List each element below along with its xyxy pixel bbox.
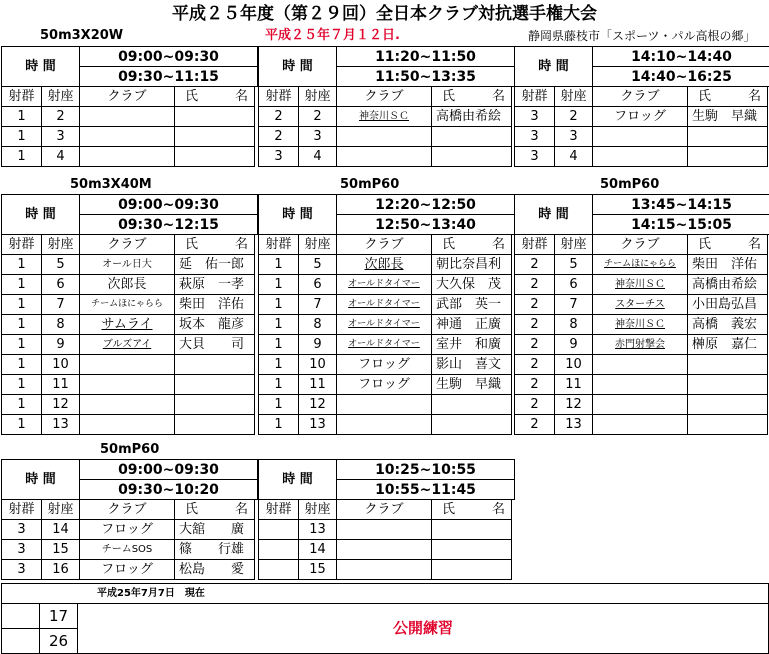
row-name: 影山 喜文 bbox=[431, 354, 512, 375]
row-gun: 1 bbox=[1, 254, 42, 275]
row-name: 生駒 早織 bbox=[687, 106, 768, 127]
time-slot-2: 09:30~12:15 bbox=[79, 214, 258, 235]
row-name bbox=[687, 394, 768, 415]
row-za: 7 bbox=[298, 294, 337, 315]
row-gun: 2 bbox=[514, 414, 555, 435]
time-slot-1: 12:20~12:50 bbox=[336, 194, 515, 215]
time-slot-1: 11:20~11:50 bbox=[336, 46, 515, 67]
row-za: 13 bbox=[298, 414, 337, 435]
row-za: 7 bbox=[554, 294, 593, 315]
row-gun: 1 bbox=[1, 354, 42, 375]
row-gun: 1 bbox=[258, 394, 299, 415]
row-name: 神通 正廣 bbox=[431, 314, 512, 335]
header-za: 射座 bbox=[41, 86, 80, 107]
header-club: クラブ bbox=[592, 234, 688, 255]
event-label-bottom: 50mP60 bbox=[100, 442, 160, 457]
header-name-2: 名 bbox=[491, 502, 505, 517]
row-gun: 3 bbox=[1, 539, 42, 560]
row-club: 神奈川ＳＣ bbox=[592, 274, 688, 295]
header-name bbox=[174, 234, 255, 255]
row-gun: 3 bbox=[1, 519, 42, 540]
row-name: 柴田 洋佑 bbox=[687, 254, 768, 275]
row-za: 9 bbox=[298, 334, 337, 355]
header-gun: 射群 bbox=[514, 234, 555, 255]
time-slot-2: 10:55~11:45 bbox=[336, 479, 515, 500]
row-name: 榊原 嘉仁 bbox=[687, 334, 768, 355]
row-gun: 1 bbox=[258, 314, 299, 335]
header-name-2: 名 bbox=[491, 89, 505, 104]
row-za: 13 bbox=[298, 519, 337, 540]
header-za: 射座 bbox=[298, 499, 337, 520]
row-name: 萩原 一孝 bbox=[174, 274, 255, 295]
venue: 静岡県藤枝市「スポーツ・パル高根の郷」 bbox=[528, 29, 756, 43]
row-club: 次郎長 bbox=[336, 254, 432, 275]
header-club: クラブ bbox=[336, 234, 432, 255]
header-gun: 射群 bbox=[1, 234, 42, 255]
header-club: クラブ bbox=[79, 234, 175, 255]
row-club: 次郎長 bbox=[79, 274, 175, 295]
row-club: オールドタイマー bbox=[336, 274, 432, 295]
time-label: 時 間 bbox=[258, 46, 337, 87]
row-za: 13 bbox=[554, 414, 593, 435]
event-label-mid-0: 50m3X40M bbox=[70, 177, 152, 192]
row-club: ブルズアイ bbox=[79, 334, 175, 355]
row-club bbox=[592, 126, 688, 147]
row-club bbox=[336, 519, 432, 540]
row-name: 小田島弘昌 bbox=[687, 294, 768, 315]
header-club: クラブ bbox=[336, 499, 432, 520]
row-club bbox=[336, 414, 432, 435]
row-gun: 2 bbox=[514, 354, 555, 375]
row-name: 延 佑一郎 bbox=[174, 254, 255, 275]
lane-26: 26 bbox=[39, 628, 78, 654]
header-club: クラブ bbox=[79, 499, 175, 520]
row-name: 大久保 茂 bbox=[431, 274, 512, 295]
row-za: 4 bbox=[298, 146, 337, 167]
row-za: 5 bbox=[298, 254, 337, 275]
row-club: フロッグ bbox=[592, 106, 688, 127]
row-gun: 3 bbox=[514, 126, 555, 147]
row-club bbox=[592, 374, 688, 395]
blank-cell-1 bbox=[1, 603, 40, 629]
row-gun: 2 bbox=[514, 314, 555, 335]
row-za: 3 bbox=[41, 126, 80, 147]
lane-17: 17 bbox=[39, 603, 78, 629]
row-name: 高橋 義宏 bbox=[687, 314, 768, 335]
row-club bbox=[336, 559, 432, 580]
row-name bbox=[174, 146, 255, 167]
row-club bbox=[592, 146, 688, 167]
row-za: 12 bbox=[298, 394, 337, 415]
time-slot-1: 10:25~10:55 bbox=[336, 459, 515, 480]
time-slot-2: 14:15~15:05 bbox=[592, 214, 769, 235]
row-za: 3 bbox=[554, 126, 593, 147]
time-label: 時 間 bbox=[258, 194, 337, 235]
row-za: 14 bbox=[41, 519, 80, 540]
row-gun: 3 bbox=[1, 559, 42, 580]
time-slot-1: 09:00~09:30 bbox=[79, 46, 258, 67]
row-za: 10 bbox=[41, 354, 80, 375]
row-gun: 2 bbox=[514, 274, 555, 295]
row-gun: 1 bbox=[258, 334, 299, 355]
header-za: 射座 bbox=[298, 86, 337, 107]
time-label: 時 間 bbox=[1, 46, 80, 87]
header-name bbox=[431, 499, 512, 520]
header-name bbox=[687, 86, 768, 107]
page-title: 平成２５年度（第２９回）全日本クラブ対抗選手権大会 bbox=[172, 4, 597, 24]
time-label: 時 間 bbox=[1, 194, 80, 235]
row-gun: 3 bbox=[514, 106, 555, 127]
header-gun: 射群 bbox=[1, 86, 42, 107]
row-gun: 1 bbox=[1, 334, 42, 355]
time-slot-2: 09:30~11:15 bbox=[79, 66, 258, 87]
header-club: クラブ bbox=[592, 86, 688, 107]
header-name-2: 名 bbox=[234, 502, 248, 517]
header-name-1: 氏 bbox=[442, 89, 456, 104]
row-gun bbox=[258, 519, 299, 540]
row-name bbox=[174, 374, 255, 395]
row-name bbox=[174, 354, 255, 375]
header-name-2: 名 bbox=[234, 237, 248, 252]
row-name: 室井 和廣 bbox=[431, 334, 512, 355]
row-name bbox=[431, 394, 512, 415]
row-name: 朝比奈昌利 bbox=[431, 254, 512, 275]
header-za: 射座 bbox=[41, 234, 80, 255]
row-name bbox=[431, 146, 512, 167]
row-za: 5 bbox=[41, 254, 80, 275]
row-za: 10 bbox=[298, 354, 337, 375]
row-gun: 1 bbox=[1, 414, 42, 435]
row-za: 4 bbox=[554, 146, 593, 167]
row-za: 12 bbox=[41, 394, 80, 415]
row-name: 柴田 洋佑 bbox=[174, 294, 255, 315]
row-name bbox=[174, 106, 255, 127]
row-za: 6 bbox=[554, 274, 593, 295]
row-gun: 1 bbox=[1, 126, 42, 147]
row-club: スターチス bbox=[592, 294, 688, 315]
row-za: 11 bbox=[298, 374, 337, 395]
row-name: 武部 英一 bbox=[431, 294, 512, 315]
row-name: 大舘 廣 bbox=[174, 519, 255, 540]
row-name: 篠 行雄 bbox=[174, 539, 255, 560]
row-name bbox=[687, 354, 768, 375]
row-za: 8 bbox=[554, 314, 593, 335]
row-club bbox=[79, 126, 175, 147]
header-name-1: 氏 bbox=[442, 502, 456, 517]
header-name bbox=[174, 499, 255, 520]
time-slot-2: 11:50~13:35 bbox=[336, 66, 515, 87]
row-club bbox=[592, 414, 688, 435]
row-gun: 1 bbox=[258, 354, 299, 375]
row-gun: 2 bbox=[514, 394, 555, 415]
row-gun: 1 bbox=[258, 294, 299, 315]
row-za: 12 bbox=[554, 394, 593, 415]
row-gun bbox=[258, 539, 299, 560]
header-gun: 射群 bbox=[258, 234, 299, 255]
row-gun: 1 bbox=[258, 414, 299, 435]
row-club bbox=[336, 539, 432, 560]
row-club bbox=[336, 146, 432, 167]
header-name bbox=[687, 234, 768, 255]
row-za: 9 bbox=[41, 334, 80, 355]
time-slot-1: 13:45~14:15 bbox=[592, 194, 769, 215]
time-slot-1: 14:10~14:40 bbox=[592, 46, 769, 67]
row-club bbox=[592, 354, 688, 375]
row-gun: 1 bbox=[1, 294, 42, 315]
row-gun: 1 bbox=[1, 274, 42, 295]
row-gun bbox=[258, 559, 299, 580]
row-za: 11 bbox=[41, 374, 80, 395]
row-club: チームほにゃらら bbox=[79, 294, 175, 315]
row-za: 6 bbox=[41, 274, 80, 295]
header-name-1: 氏 bbox=[185, 89, 199, 104]
row-club bbox=[79, 146, 175, 167]
header-name bbox=[431, 234, 512, 255]
row-gun: 3 bbox=[514, 146, 555, 167]
row-gun: 3 bbox=[258, 146, 299, 167]
row-gun: 1 bbox=[258, 374, 299, 395]
row-name bbox=[174, 126, 255, 147]
header-club: クラブ bbox=[79, 86, 175, 107]
row-club: オールドタイマー bbox=[336, 294, 432, 315]
row-gun: 1 bbox=[1, 146, 42, 167]
row-za: 15 bbox=[41, 539, 80, 560]
row-club: サムライ bbox=[79, 314, 175, 335]
row-name bbox=[174, 394, 255, 415]
row-club bbox=[336, 126, 432, 147]
row-club: チームほにゃらら bbox=[592, 254, 688, 275]
header-name-1: 氏 bbox=[442, 237, 456, 252]
row-name bbox=[174, 414, 255, 435]
row-club: オール日大 bbox=[79, 254, 175, 275]
time-label: 時 間 bbox=[258, 459, 337, 500]
row-gun: 1 bbox=[1, 374, 42, 395]
header-za: 射座 bbox=[554, 86, 593, 107]
row-name: 坂本 龍彦 bbox=[174, 314, 255, 335]
row-gun: 1 bbox=[258, 274, 299, 295]
row-za: 2 bbox=[41, 106, 80, 127]
row-za: 10 bbox=[554, 354, 593, 375]
row-name bbox=[687, 146, 768, 167]
row-name bbox=[687, 126, 768, 147]
row-gun: 2 bbox=[514, 294, 555, 315]
header-name-2: 名 bbox=[491, 237, 505, 252]
row-za: 13 bbox=[41, 414, 80, 435]
status-line: 平成25年7月7日 現在 bbox=[1, 583, 769, 604]
row-name bbox=[687, 374, 768, 395]
header-gun: 射群 bbox=[1, 499, 42, 520]
event-label-mid-2: 50mP60 bbox=[600, 177, 660, 192]
row-name bbox=[431, 414, 512, 435]
row-name bbox=[431, 126, 512, 147]
header-name-2: 名 bbox=[747, 237, 761, 252]
row-club: フロッグ bbox=[336, 374, 432, 395]
header-name-1: 氏 bbox=[698, 237, 712, 252]
header-gun: 射群 bbox=[258, 499, 299, 520]
time-slot-2: 14:40~16:25 bbox=[592, 66, 769, 87]
event-label-mid-1: 50mP60 bbox=[340, 177, 400, 192]
header-gun: 射群 bbox=[258, 86, 299, 107]
time-slot-1: 09:00~09:30 bbox=[79, 194, 258, 215]
row-club: 赤門射撃会 bbox=[592, 334, 688, 355]
header-za: 射座 bbox=[554, 234, 593, 255]
row-za: 15 bbox=[298, 559, 337, 580]
row-name: 高橋由希絵 bbox=[431, 106, 512, 127]
time-slot-2: 12:50~13:40 bbox=[336, 214, 515, 235]
row-name: 松島 愛 bbox=[174, 559, 255, 580]
row-club bbox=[592, 394, 688, 415]
row-name bbox=[431, 539, 512, 560]
row-club: 神奈川ＳＣ bbox=[336, 106, 432, 127]
header-name bbox=[431, 86, 512, 107]
row-name: 生駒 早織 bbox=[431, 374, 512, 395]
header-name-2: 名 bbox=[747, 89, 761, 104]
row-club bbox=[79, 414, 175, 435]
header-club: クラブ bbox=[336, 86, 432, 107]
event-label-top: 50m3X20W bbox=[40, 28, 124, 43]
header-gun: 射群 bbox=[514, 86, 555, 107]
row-za: 2 bbox=[554, 106, 593, 127]
blank-cell-2 bbox=[1, 628, 40, 654]
row-za: 4 bbox=[41, 146, 80, 167]
row-name: 高橋由希絵 bbox=[687, 274, 768, 295]
row-gun: 2 bbox=[258, 126, 299, 147]
row-gun: 2 bbox=[258, 106, 299, 127]
row-club: フロッグ bbox=[79, 519, 175, 540]
row-za: 3 bbox=[298, 126, 337, 147]
row-club bbox=[79, 374, 175, 395]
header-name bbox=[174, 86, 255, 107]
row-gun: 2 bbox=[514, 334, 555, 355]
row-za: 5 bbox=[554, 254, 593, 275]
row-za: 2 bbox=[298, 106, 337, 127]
row-name bbox=[687, 414, 768, 435]
header-name-1: 氏 bbox=[698, 89, 712, 104]
row-club bbox=[79, 354, 175, 375]
event-date: 平成２５年７月１２日. bbox=[265, 28, 400, 43]
row-club: オールドタイマー bbox=[336, 334, 432, 355]
header-name-2: 名 bbox=[234, 89, 248, 104]
row-club: チームSOS bbox=[79, 539, 175, 560]
header-za: 射座 bbox=[298, 234, 337, 255]
row-za: 14 bbox=[298, 539, 337, 560]
public-practice: 公開練習 bbox=[77, 603, 769, 654]
header-name-1: 氏 bbox=[185, 502, 199, 517]
header-name-1: 氏 bbox=[185, 237, 199, 252]
row-za: 7 bbox=[41, 294, 80, 315]
row-gun: 2 bbox=[514, 254, 555, 275]
row-club: フロッグ bbox=[79, 559, 175, 580]
row-name bbox=[431, 519, 512, 540]
row-club bbox=[79, 394, 175, 415]
row-club: 神奈川ＳＣ bbox=[592, 314, 688, 335]
row-za: 6 bbox=[298, 274, 337, 295]
row-gun: 1 bbox=[1, 106, 42, 127]
row-club: オールドタイマー bbox=[336, 314, 432, 335]
row-gun: 2 bbox=[514, 374, 555, 395]
time-slot-1: 09:00~09:30 bbox=[79, 459, 258, 480]
row-za: 11 bbox=[554, 374, 593, 395]
row-name bbox=[431, 559, 512, 580]
row-za: 9 bbox=[554, 334, 593, 355]
row-gun: 1 bbox=[1, 394, 42, 415]
time-label: 時 間 bbox=[514, 46, 593, 87]
time-label: 時 間 bbox=[1, 459, 80, 500]
row-za: 16 bbox=[41, 559, 80, 580]
row-name: 大貝 司 bbox=[174, 334, 255, 355]
row-za: 8 bbox=[41, 314, 80, 335]
row-club bbox=[79, 106, 175, 127]
header-za: 射座 bbox=[41, 499, 80, 520]
time-slot-2: 09:30~10:20 bbox=[79, 479, 258, 500]
row-gun: 1 bbox=[258, 254, 299, 275]
row-club bbox=[336, 394, 432, 415]
row-gun: 1 bbox=[1, 314, 42, 335]
row-za: 8 bbox=[298, 314, 337, 335]
row-club: フロッグ bbox=[336, 354, 432, 375]
time-label: 時 間 bbox=[514, 194, 593, 235]
